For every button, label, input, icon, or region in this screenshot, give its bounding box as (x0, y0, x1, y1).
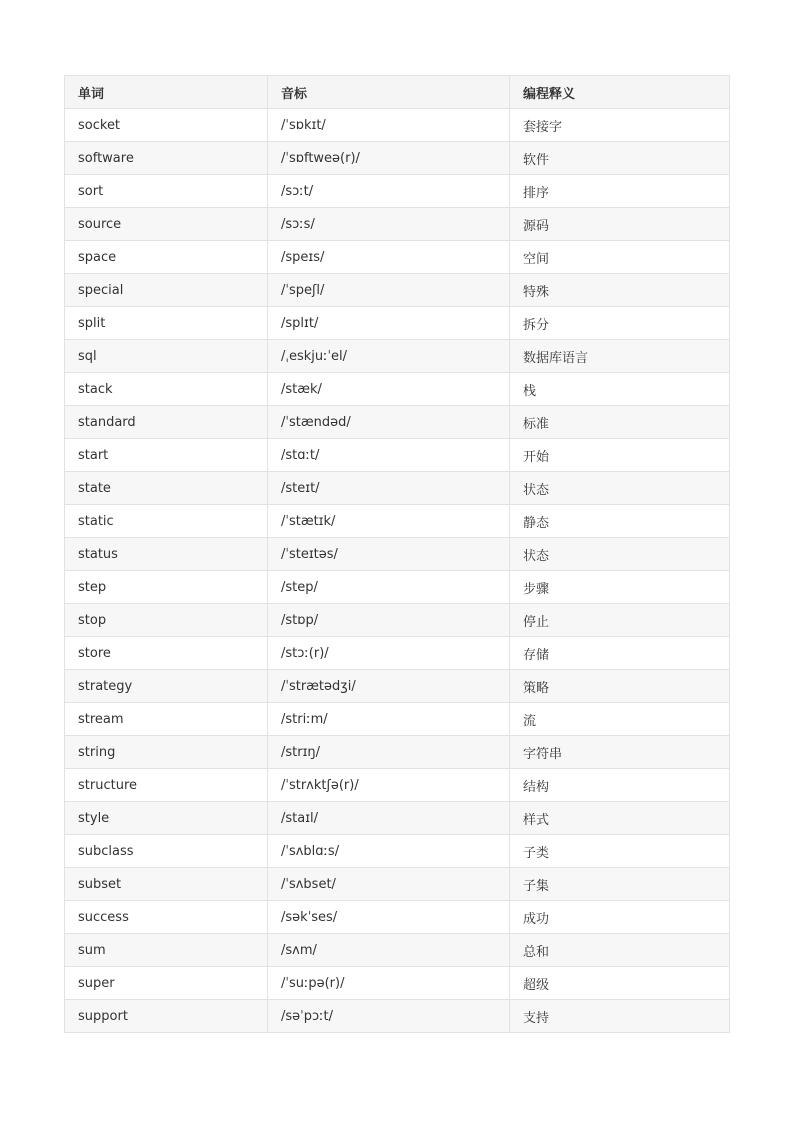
cell-word: status (65, 538, 268, 571)
cell-meaning: 字符串 (510, 736, 730, 769)
table-row (65, 208, 730, 241)
header-meaning: 编程释义 (510, 76, 730, 109)
cell-word: stop (65, 604, 268, 637)
table-body (65, 109, 730, 1033)
cell-word: source (65, 208, 268, 241)
table-row (65, 769, 730, 802)
cell-word: sum (65, 934, 268, 967)
vocabulary-table (64, 75, 730, 1033)
table-row (65, 934, 730, 967)
cell-word: support (65, 1000, 268, 1033)
table-header-row (65, 76, 730, 109)
table-row (65, 109, 730, 142)
cell-word: store (65, 637, 268, 670)
cell-phonetic: /ˈstændəd/ (268, 406, 510, 439)
table-row (65, 1000, 730, 1033)
table-row (65, 175, 730, 208)
cell-phonetic: /sʌm/ (268, 934, 510, 967)
cell-word: sort (65, 175, 268, 208)
cell-phonetic: /səkˈses/ (268, 901, 510, 934)
cell-phonetic: /sɔːs/ (268, 208, 510, 241)
cell-meaning: 状态 (510, 472, 730, 505)
cell-phonetic: /strɪŋ/ (268, 736, 510, 769)
cell-meaning: 停止 (510, 604, 730, 637)
cell-word: structure (65, 769, 268, 802)
table-row (65, 571, 730, 604)
cell-meaning: 支持 (510, 1000, 730, 1033)
table-row (65, 307, 730, 340)
cell-word: standard (65, 406, 268, 439)
table-row (65, 505, 730, 538)
cell-word: socket (65, 109, 268, 142)
cell-word: static (65, 505, 268, 538)
cell-meaning: 静态 (510, 505, 730, 538)
cell-meaning: 标准 (510, 406, 730, 439)
cell-word: string (65, 736, 268, 769)
cell-meaning: 栈 (510, 373, 730, 406)
cell-phonetic: /steɪt/ (268, 472, 510, 505)
cell-phonetic: /ˈsʌbset/ (268, 868, 510, 901)
cell-meaning: 套接字 (510, 109, 730, 142)
cell-word: stack (65, 373, 268, 406)
table-row (65, 835, 730, 868)
cell-phonetic: /stɑːt/ (268, 439, 510, 472)
table-row (65, 670, 730, 703)
cell-word: success (65, 901, 268, 934)
table-row (65, 901, 730, 934)
cell-meaning: 特殊 (510, 274, 730, 307)
cell-meaning: 结构 (510, 769, 730, 802)
cell-phonetic: /sɔːt/ (268, 175, 510, 208)
cell-meaning: 状态 (510, 538, 730, 571)
cell-phonetic: /stæk/ (268, 373, 510, 406)
cell-word: step (65, 571, 268, 604)
cell-meaning: 样式 (510, 802, 730, 835)
cell-meaning: 成功 (510, 901, 730, 934)
cell-meaning: 策略 (510, 670, 730, 703)
cell-word: strategy (65, 670, 268, 703)
cell-meaning: 存储 (510, 637, 730, 670)
table-row (65, 736, 730, 769)
cell-word: software (65, 142, 268, 175)
table-row (65, 274, 730, 307)
cell-phonetic: /ˈstrʌktʃə(r)/ (268, 769, 510, 802)
cell-phonetic: /ˈsɒftweə(r)/ (268, 142, 510, 175)
cell-phonetic: /səˈpɔːt/ (268, 1000, 510, 1033)
table-row (65, 868, 730, 901)
table-row (65, 637, 730, 670)
table-row (65, 538, 730, 571)
cell-meaning: 超级 (510, 967, 730, 1000)
cell-word: space (65, 241, 268, 274)
cell-phonetic: /speɪs/ (268, 241, 510, 274)
cell-meaning: 步骤 (510, 571, 730, 604)
cell-phonetic: /ˌeskjuːˈel/ (268, 340, 510, 373)
cell-meaning: 空间 (510, 241, 730, 274)
table-row (65, 142, 730, 175)
cell-word: sql (65, 340, 268, 373)
cell-phonetic: /ˈsɒkɪt/ (268, 109, 510, 142)
cell-meaning: 数据库语言 (510, 340, 730, 373)
table-row (65, 373, 730, 406)
cell-phonetic: /splɪt/ (268, 307, 510, 340)
cell-phonetic: /ˈstætɪk/ (268, 505, 510, 538)
cell-word: stream (65, 703, 268, 736)
table-row (65, 241, 730, 274)
table-row (65, 406, 730, 439)
cell-meaning: 总和 (510, 934, 730, 967)
cell-word: split (65, 307, 268, 340)
cell-meaning: 源码 (510, 208, 730, 241)
cell-phonetic: /stɔː(r)/ (268, 637, 510, 670)
cell-word: state (65, 472, 268, 505)
cell-meaning: 流 (510, 703, 730, 736)
header-word: 单词 (65, 76, 268, 109)
header-phonetic: 音标 (268, 76, 510, 109)
cell-word: subclass (65, 835, 268, 868)
cell-phonetic: /ˈspeʃl/ (268, 274, 510, 307)
cell-word: start (65, 439, 268, 472)
table-row (65, 340, 730, 373)
cell-word: style (65, 802, 268, 835)
cell-word: super (65, 967, 268, 1000)
cell-word: special (65, 274, 268, 307)
cell-meaning: 子集 (510, 868, 730, 901)
cell-phonetic: /stɒp/ (268, 604, 510, 637)
cell-phonetic: /staɪl/ (268, 802, 510, 835)
cell-phonetic: /ˈstrætədʒi/ (268, 670, 510, 703)
table-row (65, 472, 730, 505)
cell-meaning: 拆分 (510, 307, 730, 340)
table-row (65, 703, 730, 736)
table-row (65, 439, 730, 472)
cell-meaning: 软件 (510, 142, 730, 175)
cell-phonetic: /ˈsteɪtəs/ (268, 538, 510, 571)
cell-meaning: 排序 (510, 175, 730, 208)
cell-meaning: 开始 (510, 439, 730, 472)
cell-meaning: 子类 (510, 835, 730, 868)
cell-phonetic: /striːm/ (268, 703, 510, 736)
cell-word: subset (65, 868, 268, 901)
table-row (65, 967, 730, 1000)
table-row (65, 802, 730, 835)
cell-phonetic: /ˈsuːpə(r)/ (268, 967, 510, 1000)
cell-phonetic: /ˈsʌblɑːs/ (268, 835, 510, 868)
table-row (65, 604, 730, 637)
cell-phonetic: /step/ (268, 571, 510, 604)
